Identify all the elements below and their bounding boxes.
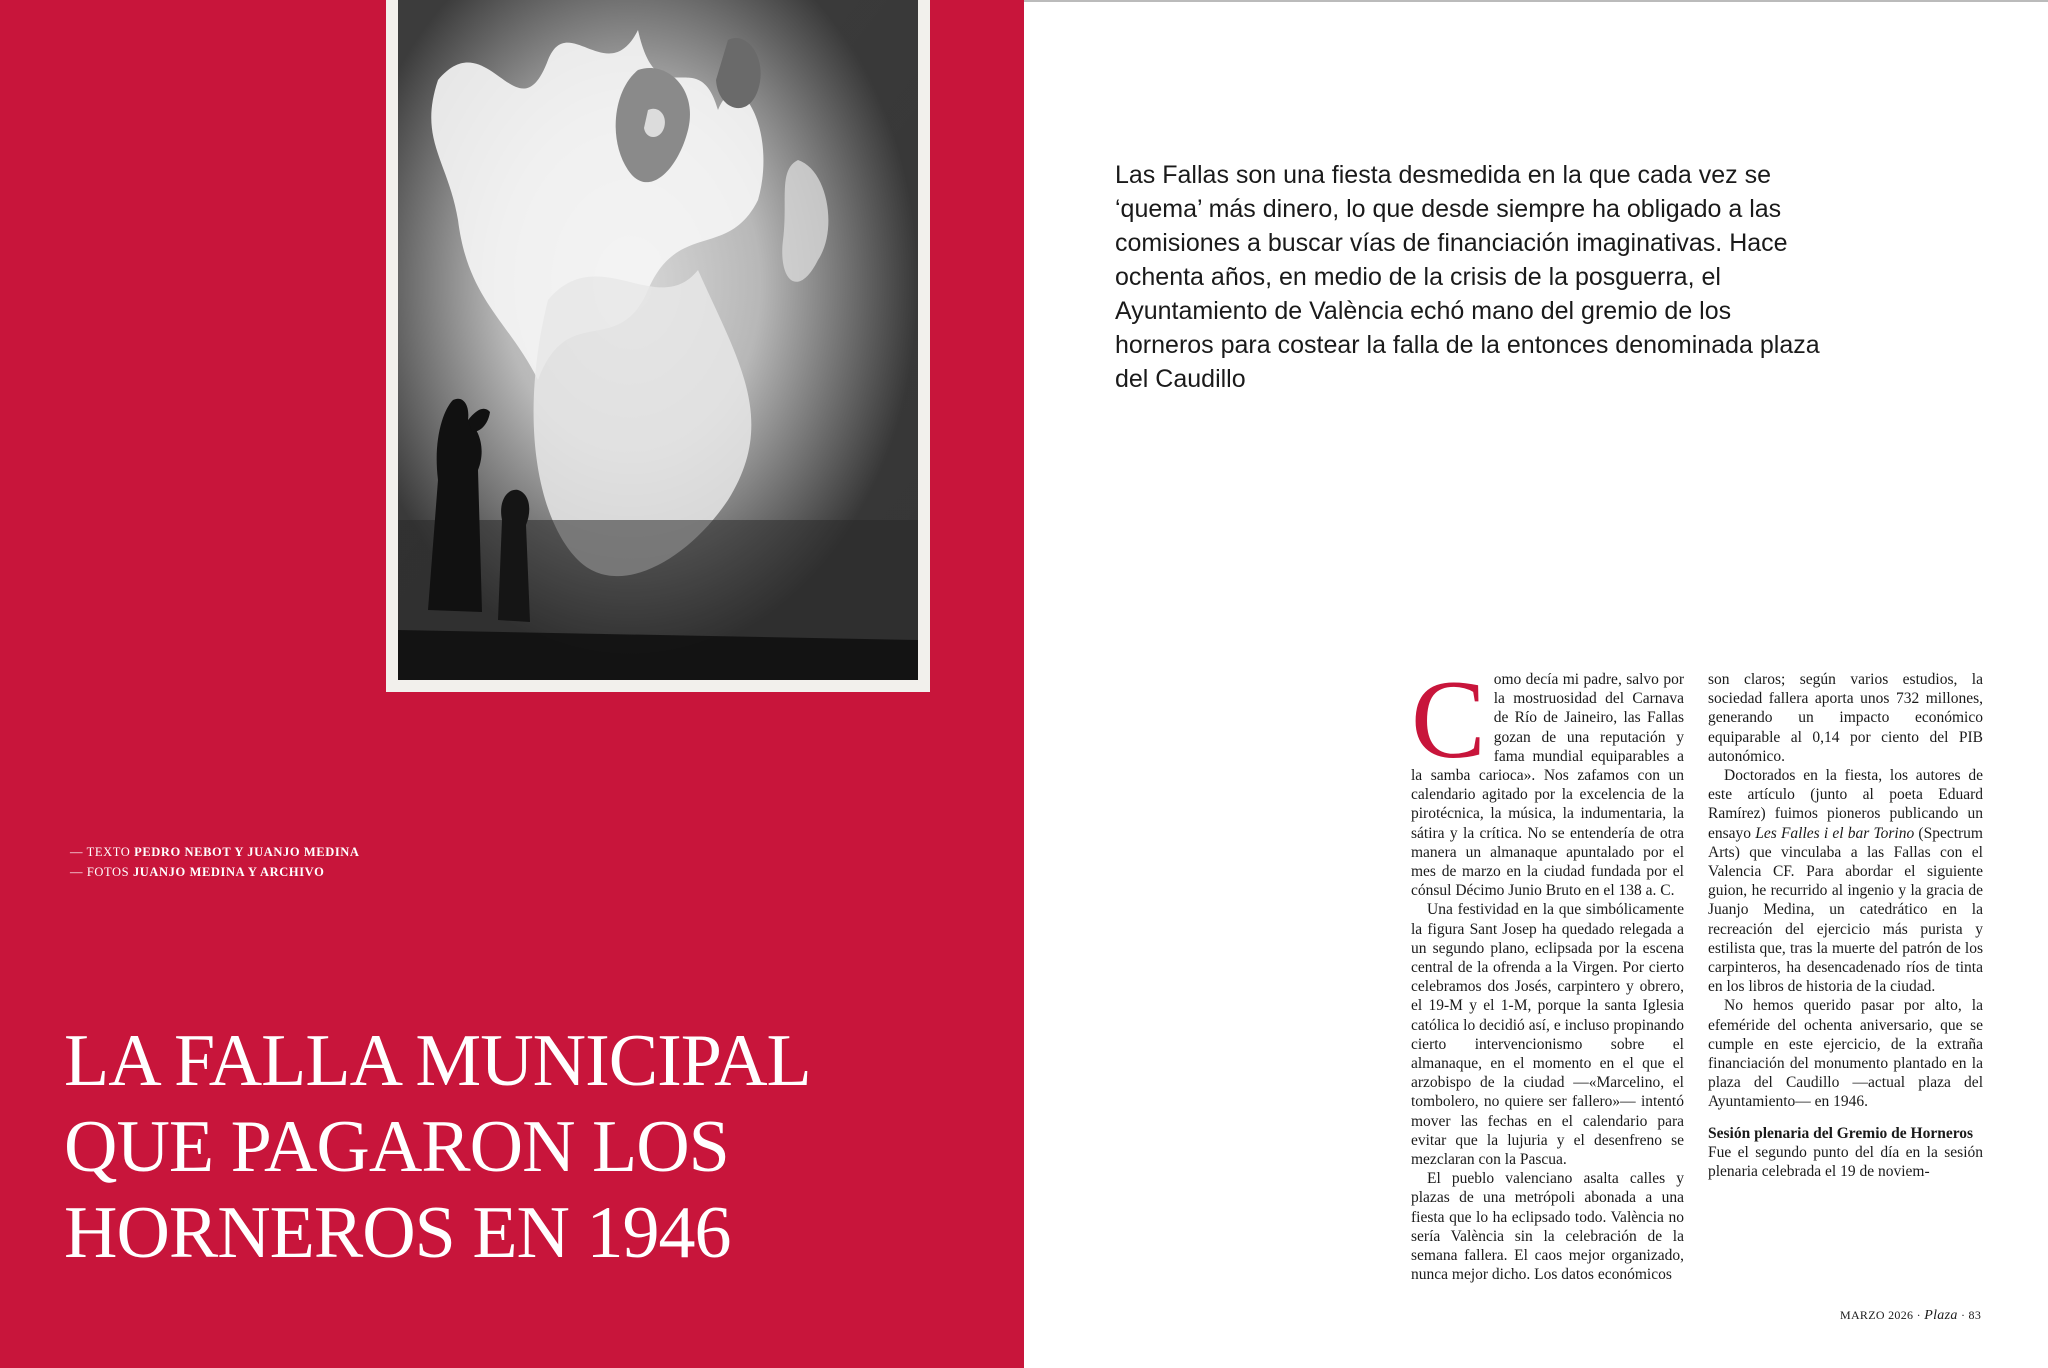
text-credit-authors: PEDRO NEBOT Y JUANJO MEDINA — [134, 845, 360, 859]
folio-date: MARZO 2026 — [1840, 1308, 1914, 1322]
body-paragraph-3-continued: son claros; según varios estudios, la sociedad fallera aporta unos 732 millones, generando un impacto económico equiparable al 0,14 por ciento del PIB autonómico. — [1708, 671, 1983, 765]
body-column-2 — [1708, 670, 1983, 1181]
body-column-1 — [1411, 658, 1684, 1285]
photo-credit-role: — FOTOS — [70, 865, 130, 879]
section-subhead: Sesión plenaria del Gremio de Horneros — [1708, 1124, 1974, 1142]
body-paragraph-4-text-a: Doctorados en la fiesta, los autores de este artículo (junto al poeta Eduard Ramírez) fuimos pioneros publicando un ensayo — [1708, 767, 1983, 842]
body-paragraph-5 — [1708, 996, 1983, 1111]
body-paragraph-1-text: omo decía mi padre, salvo por la mostruosidad del Carnava de Río de Jaineiro, las Fallas gozan de una reputación y fama mundial equiparables a la samba carioca». Nos zafamos con un calendario agitado por la excelencia de la pirotécnica, la música, la indumentaria, la sátira y la crítica. No se entendería de otra manera un almanaque apuntalado por el mes de marzo en la ciudad fundada por el cónsul Décimo Junio Bruto en el 138 a. C. — [1411, 671, 1684, 900]
body-paragraph-6 — [1708, 1143, 1983, 1181]
text-credit — [70, 842, 360, 862]
burning-falla-photo — [398, 0, 918, 680]
archive-photo — [386, 0, 930, 692]
article-lede: Las Fallas son una fiesta desmedida en la que cada vez se ‘quema’ más dinero, lo que desde siempre ha obligado a las comisiones a buscar vías de financiación imaginativas. Hace ochenta años, en medio de la crisis de la posguerra, el Ayuntamiento de València echó mano del gremio de los horneros para costear la falla de la entonces denominada plaza del Caudillo — [1115, 161, 1820, 393]
article-headline: LA FALLA MUNICIPAL QUE PAGARON LOS HORNEROS EN 1946 — [64, 1020, 809, 1274]
body-paragraph-6-text: Fue el segundo punto del día en la sesión plenaria celebrada el 19 de noviem- — [1708, 1143, 1983, 1181]
body-paragraph-3: El pueblo valenciano asalta calles y plazas de una metrópoli abonada a una fiesta que lo ha eclipsado todo. València no sería València sin la celebración de la semana fallera. El caos mejor organizado, nunca mejor dicho. Los datos económicos — [1411, 1170, 1684, 1284]
body-paragraph-5-text: No hemos querido pasar por alto, la efeméride del ochenta aniversario, que se cumple en este ejercicio, de la extraña financiación del monumento plantado en la plaza del Caudillo —actual plaza del Ayuntamiento— en 1946. — [1708, 997, 1983, 1111]
credits-block — [70, 842, 360, 882]
photo-credit — [70, 862, 360, 882]
text-credit-role: — TEXTO — [70, 845, 131, 859]
page-folio: MARZO 2026 · Plaza · 83 — [1840, 1308, 1982, 1323]
photo-credit-authors: JUANJO MEDINA Y ARCHIVO — [132, 865, 325, 879]
body-paragraph-1 — [1411, 658, 1684, 900]
folio-page-number: 83 — [1968, 1308, 1982, 1322]
page-top-rule — [1024, 0, 2048, 2]
book-title: Les Falles i el bar Torino — [1755, 824, 1915, 842]
folio-magazine: Plaza — [1924, 1308, 1958, 1323]
body-paragraph-4 — [1708, 766, 1983, 996]
drop-cap: C — [1411, 658, 1486, 782]
body-paragraph-4-text-b: (Spectrum Arts) que vinculaba a las Fallas con el Valencia CF. Para abordar el siguiente guion, he recurrido al ingenio y la gracia de Juanjo Medina, un catedrático en la recreación del ejercicio más purista y estilista que, tras la muerte del patrón de los carpinteros, ha desencadenado ríos de tinta en los libros de historia de la ciudad. — [1708, 824, 1983, 996]
body-paragraph-2: Una festividad en la que simbólicamente la figura Sant Josep ha quedado relegada a un segundo plano, eclipsada por la escena central de la ofrenda a la Virgen. Por cierto celebramos dos Josés, carpintero y obrero, el 19-M y el 1-M, porque la santa Iglesia católica lo decidió así, e incluso propinando cierto intervencionismo sobre el almanaque, en el momento en el que el arzobispo de la ciudad —«Marcelino, el tombolero, no quiere ser fallero»— intentó mover las fechas en el calendario para evitar que la lujuria y el desenfreno se mezclaran con la Pascua. — [1411, 901, 1684, 1169]
